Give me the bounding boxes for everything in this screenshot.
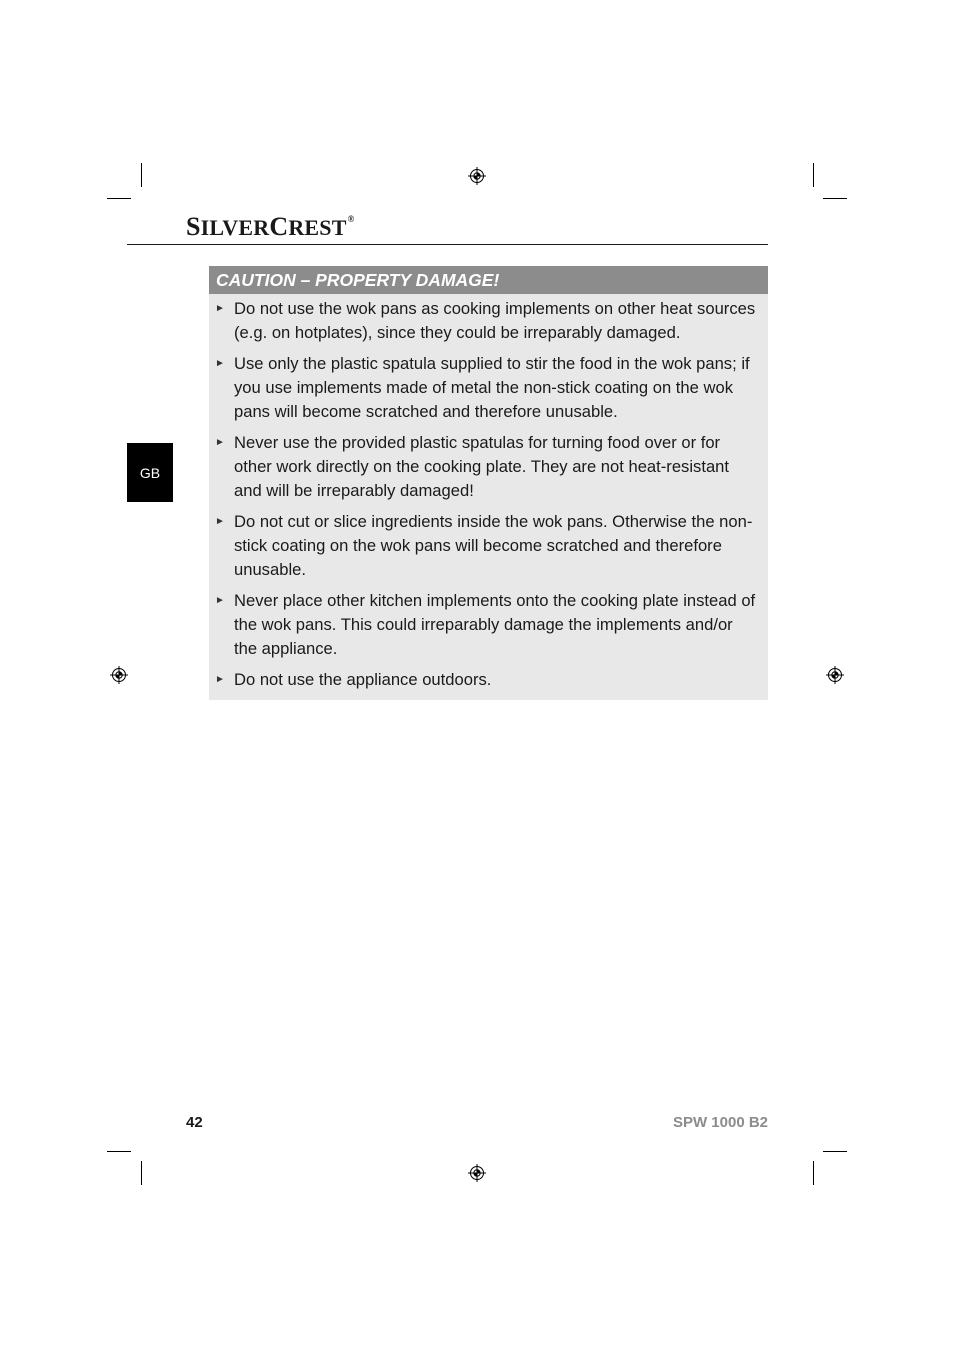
triangle-right-icon: ►: [215, 516, 225, 527]
list-item: [215, 589, 760, 661]
list-item-text: Do not use the wok pans as cooking implements on other heat sources (e.g. on hotplates), since they could be irreparably damaged.: [234, 299, 756, 342]
list-item-text: Never place other kitchen implements onto the cooking plate instead of the wok pans. This could irreparably damage the implements and/or the appliance.: [234, 591, 756, 658]
list-item: [215, 431, 760, 503]
crop-mark: [107, 198, 131, 199]
list-item: [215, 352, 760, 424]
caution-box: [209, 266, 768, 700]
triangle-right-icon: ►: [215, 303, 225, 314]
registration-mark-icon: [826, 666, 844, 684]
crop-mark: [813, 1161, 814, 1185]
caution-title: CAUTION – PROPERTY DAMAGE!: [209, 266, 768, 294]
list-item-text: Do not use the appliance outdoors.: [234, 670, 492, 689]
model-number: SPW 1000 B2: [672, 1114, 768, 1131]
brand-logo: SILVERCREST®: [186, 212, 355, 241]
triangle-right-icon: ►: [215, 437, 225, 448]
list-item: [215, 510, 760, 582]
triangle-right-icon: ►: [215, 674, 225, 685]
page-number: 42: [186, 1114, 203, 1131]
registration-mark-icon: [468, 1164, 486, 1182]
crop-mark: [141, 1161, 142, 1185]
list-item: [215, 297, 760, 345]
list-item-text: Use only the plastic spatula supplied to stir the food in the wok pans; if you use implements made of metal the non-stick coating on the wok pans will become scratched and therefore unusable.: [234, 354, 750, 421]
list-item: [215, 668, 760, 692]
crop-mark: [141, 163, 142, 187]
list-item-text: Never use the provided plastic spatulas for turning food over or for other work directly on the cooking plate. They are not heat-resistant and will be irreparably damaged!: [234, 433, 730, 500]
header-divider: [127, 244, 768, 245]
language-tab-label: GB: [139, 464, 161, 481]
crop-mark: [823, 1151, 847, 1152]
list-item-text: Do not cut or slice ingredients inside the wok pans. Otherwise the non-stick coating on the wok pans will become scratched and therefore unusable.: [234, 512, 753, 579]
crop-mark: [107, 1151, 131, 1152]
crop-mark: [813, 163, 814, 187]
triangle-right-icon: ►: [215, 595, 225, 606]
triangle-right-icon: ►: [215, 358, 225, 369]
language-tab: [127, 443, 173, 502]
registration-mark-icon: [110, 666, 128, 684]
crop-mark: [823, 198, 847, 199]
caution-list: [209, 294, 768, 692]
registration-mark-icon: [468, 167, 486, 185]
